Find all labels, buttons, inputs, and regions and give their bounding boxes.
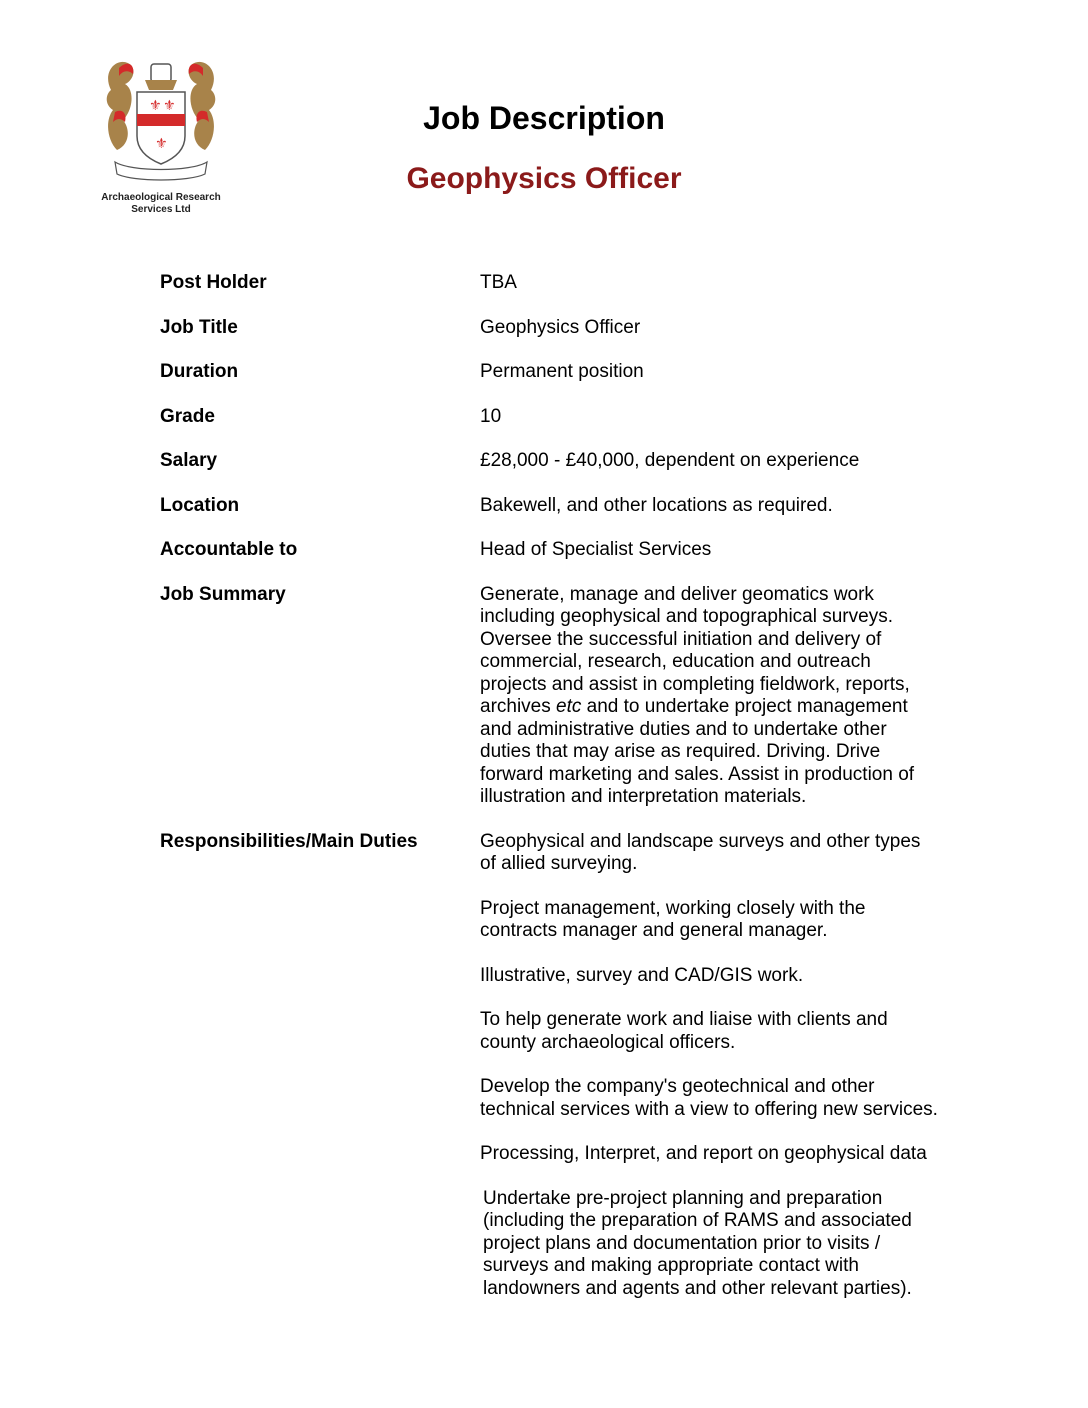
job-details-table xyxy=(160,272,950,1322)
summary-italic: etc xyxy=(556,696,582,717)
field-row-job-summary xyxy=(160,584,950,809)
field-row-post-holder xyxy=(160,272,950,295)
svg-text:⚜: ⚜ xyxy=(163,98,176,114)
field-label: Grade xyxy=(160,405,215,427)
field-label: Salary xyxy=(160,450,218,471)
field-label: Accountable to xyxy=(160,539,298,560)
duty-item: Project management, working closely with the contracts manager and general manager. xyxy=(480,897,866,941)
page-subtitle: Geophysics Officer xyxy=(406,162,682,195)
duty-item: Processing, Interpret, and report on geophysical data xyxy=(480,1143,927,1164)
job-summary-text xyxy=(480,584,940,809)
duty-item: To help generate work and liaise with clients and county archaeological officers. xyxy=(480,1009,888,1053)
field-value: Geophysics Officer xyxy=(480,316,641,338)
field-row-location xyxy=(160,495,950,518)
duty-item: Illustrative, survey and CAD/GIS work. xyxy=(480,964,804,986)
field-row-salary xyxy=(160,450,950,473)
duty-item: Undertake pre-project planning and preparation (including the preparation of RAMS and associated project plans and documentation prior to visits / surveys and making appropriate contact with landowners and agents and other relevant parties). xyxy=(483,1187,912,1299)
field-label: Location xyxy=(160,494,240,516)
field-value: 10 xyxy=(480,405,502,427)
logo-caption-line1: Archaeological Research xyxy=(101,192,221,203)
field-row-duration xyxy=(160,361,950,384)
field-row-job-title xyxy=(160,317,950,340)
logo-caption-line2: Services Ltd xyxy=(131,204,191,215)
field-label: Job Title xyxy=(160,316,238,338)
field-label: Job Summary xyxy=(160,583,286,605)
duties-list xyxy=(480,831,940,1301)
field-value: Bakewell, and other locations as required. xyxy=(480,494,833,516)
summary-part: and to undertake project management and administrative duties and to undertake other duties that may arise as required. Driving. Drive forward marketing and sales. Assist in production of illustration and interpretation materials. xyxy=(480,696,915,807)
field-label: Responsibilities/Main Duties xyxy=(160,830,418,852)
field-value: Permanent position xyxy=(480,361,644,382)
field-label: Duration xyxy=(160,361,239,382)
field-value: Head of Specialist Services xyxy=(480,539,712,560)
field-row-responsibilities xyxy=(160,831,950,1301)
field-row-accountable-to xyxy=(160,539,950,562)
field-row-grade xyxy=(160,406,950,429)
field-label: Post Holder xyxy=(160,272,267,293)
duty-item: Geophysical and landscape surveys and other types of allied surveying. xyxy=(480,830,921,874)
duty-item: Develop the company's geotechnical and other technical services with a view to offering new services. xyxy=(480,1076,938,1120)
svg-text:⚜: ⚜ xyxy=(155,136,168,152)
field-value: £28,000 - £40,000, dependent on experience xyxy=(480,450,860,471)
svg-text:⚜: ⚜ xyxy=(149,98,162,114)
field-value: TBA xyxy=(480,272,517,293)
page-title: Job Description xyxy=(423,100,665,136)
summary-part: Generate, manage and deliver geomatics work including geophysical and topographical surveys. Oversee the successful initiation and delivery of commercial, research, education and outreach projects and assist in completing fieldwork, reports, archives xyxy=(480,583,910,717)
